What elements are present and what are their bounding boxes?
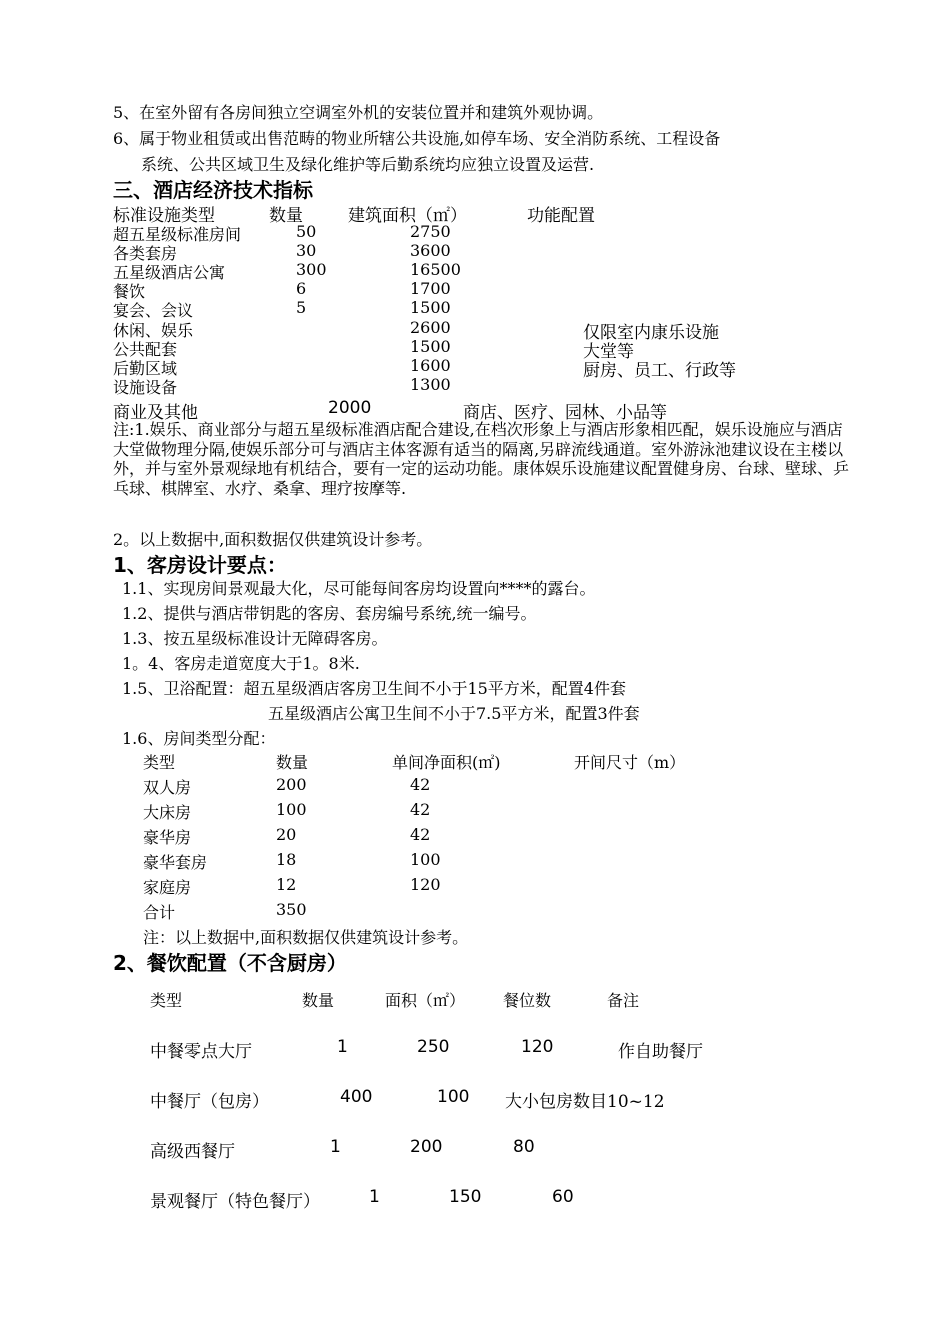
dining-row-qty: 1: [337, 1037, 348, 1057]
rooms-p6: 1.6、房间类型分配：: [122, 729, 276, 748]
room-row-type: 豪华套房: [143, 853, 208, 872]
sec3-note-2: 2。以上数据中,面积数据仅供建筑设计参考。: [113, 530, 433, 549]
sec3-row-name: 公共配套: [113, 340, 178, 359]
room-row-qty: 100: [276, 800, 307, 819]
room-row-type: 大床房: [143, 803, 192, 822]
dining-row-seats: 大小包房数目10~12: [505, 1092, 665, 1112]
room-row-qty: 350: [276, 900, 307, 919]
dining-row-qty: 400: [340, 1087, 373, 1107]
dining-header-area: 面积（㎡）: [385, 991, 466, 1010]
room-row-area: 100: [410, 850, 441, 869]
rooms-note: 注：以上数据中,面积数据仅供建筑设计参考。: [143, 928, 469, 947]
sec3-row-area: 1500: [410, 337, 451, 356]
room-row-type: 双人房: [143, 778, 192, 797]
room-header-type: 类型: [143, 753, 176, 772]
rooms-title: 1、客房设计要点：: [113, 553, 287, 577]
sec3-row-area: 2750: [410, 222, 451, 241]
sec3-row-area: 16500: [410, 260, 461, 279]
room-row-type: 合计: [143, 903, 176, 922]
rooms-p4: 1。4、客房走道宽度大于1。8米.: [122, 654, 360, 673]
sec3-row-name: 宴会、会议: [113, 301, 194, 320]
item-6-line2: 系统、公共区域卫生及绿化维护等后勤系统均应独立设置及运营.: [141, 155, 595, 174]
dining-row-qty: 1: [330, 1137, 341, 1157]
dining-row-area: 200: [410, 1137, 443, 1157]
dining-row-area: 100: [437, 1087, 470, 1107]
commerce-label: 商业及其他: [113, 403, 198, 423]
sec3-row-name: 设施设备: [113, 378, 178, 397]
sec3-header-func: 功能配置: [527, 206, 595, 226]
section-3-title: 三、酒店经济技术指标: [113, 178, 313, 202]
room-row-area: 42: [410, 825, 431, 844]
dining-row-area: 250: [417, 1037, 450, 1057]
room-row-area: 120: [410, 875, 441, 894]
dining-header-remark: 备注: [607, 991, 640, 1010]
room-row-qty: 200: [276, 775, 307, 794]
rooms-p5a: 1.5、卫浴配置：超五星级酒店客房卫生间不小于15平方米，配置4件套: [122, 679, 626, 698]
dining-row-name: 中餐零点大厅: [150, 1042, 252, 1062]
sec3-header-area: 建筑面积（㎡）: [348, 206, 467, 226]
sec3-row-func: 大堂等: [583, 342, 634, 362]
sec3-row-name: 后勤区域: [113, 359, 178, 378]
dining-header-seats: 餐位数: [503, 991, 552, 1010]
dining-row-name: 景观餐厅（特色餐厅）: [150, 1192, 320, 1212]
room-row-area: 42: [410, 800, 431, 819]
sec3-row-area: 1300: [410, 375, 451, 394]
rooms-p2: 1.2、提供与酒店带钥匙的客房、套房编号系统,统一编号。: [122, 604, 537, 623]
commerce-area: 2000: [328, 398, 372, 418]
room-row-qty: 12: [276, 875, 297, 894]
dining-title: 2、餐饮配置（不含厨房）: [113, 951, 347, 975]
item-5: 5、在室外留有各房间独立空调室外机的安装位置并和建筑外观协调。: [113, 103, 604, 122]
room-header-qty: 数量: [276, 753, 309, 772]
sec3-row-qty: 6: [296, 279, 307, 298]
sec3-row-qty: 50: [296, 222, 317, 241]
dining-row-name: 中餐厅（包房）: [150, 1092, 269, 1112]
sec3-note-1: 注:1.娱乐、商业部分与超五星级标准酒店配合建设,在档次形象上与酒店形象相匹配，娱乐设施应与酒店大堂做物理分隔,使娱乐部分可与酒店主体客源有适当的隔离,另辟流线通道。室外游泳池建议设在主楼以外，并与室外景观绿地有机结合，要有一定的运动功能。康体娱乐设施建议配置健身房、台球、壁球、乒乓球、棋牌室、水疗、桑拿、理疗按摩等.: [113, 420, 850, 498]
sec3-row-qty: 30: [296, 241, 317, 260]
sec3-row-func: 厨房、员工、行政等: [583, 361, 736, 381]
rooms-p1: 1.1、实现房间景观最大化，尽可能每间客房均设置向****的露台。: [122, 579, 596, 598]
sec3-row-area: 1500: [410, 298, 451, 317]
dining-row-seats: 60: [552, 1187, 574, 1207]
sec3-row-name: 餐饮: [113, 282, 146, 301]
room-row-type: 家庭房: [143, 878, 192, 897]
dining-row-qty: 1: [369, 1187, 380, 1207]
rooms-p5b: 五星级酒店公寓卫生间不小于7.5平方米，配置3件套: [268, 704, 640, 723]
item-6-line1: 6、属于物业租赁或出售范畴的物业所辖公共设施,如停车场、安全消防系统、工程设备: [113, 129, 721, 148]
sec3-row-qty: 300: [296, 260, 327, 279]
room-row-qty: 18: [276, 850, 297, 869]
commerce-func: 商店、医疗、园林、小品等: [463, 403, 667, 423]
dining-row-area: 150: [449, 1187, 482, 1207]
dining-header-type: 类型: [150, 991, 183, 1010]
dining-header-qty: 数量: [302, 991, 335, 1010]
rooms-p3: 1.3、按五星级标准设计无障碍客房。: [122, 629, 388, 648]
dining-row-seats: 120: [521, 1037, 554, 1057]
room-row-area: 42: [410, 775, 431, 794]
sec3-row-area: 3600: [410, 241, 451, 260]
sec3-row-name: 休闲、娱乐: [113, 321, 194, 340]
sec3-header-qty: 数量: [269, 206, 303, 226]
dining-row-name: 高级西餐厅: [150, 1142, 235, 1162]
dining-row-remark: 作自助餐厅: [618, 1042, 703, 1062]
room-row-qty: 20: [276, 825, 297, 844]
sec3-row-qty: 5: [296, 298, 307, 317]
sec3-row-area: 1600: [410, 356, 451, 375]
sec3-header-type: 标准设施类型: [113, 206, 215, 226]
sec3-row-func: 仅限室内康乐设施: [583, 323, 719, 343]
room-header-area: 单间净面积(㎡): [392, 753, 501, 772]
sec3-row-area: 2600: [410, 318, 451, 337]
dining-row-seats: 80: [513, 1137, 535, 1157]
sec3-row-name: 五星级酒店公寓: [113, 263, 226, 282]
sec3-row-name: 超五星级标准房间: [113, 225, 242, 244]
room-row-type: 豪华房: [143, 828, 192, 847]
room-header-size: 开间尺寸（m）: [574, 753, 686, 772]
sec3-row-area: 1700: [410, 279, 451, 298]
sec3-row-name: 各类套房: [113, 244, 178, 263]
